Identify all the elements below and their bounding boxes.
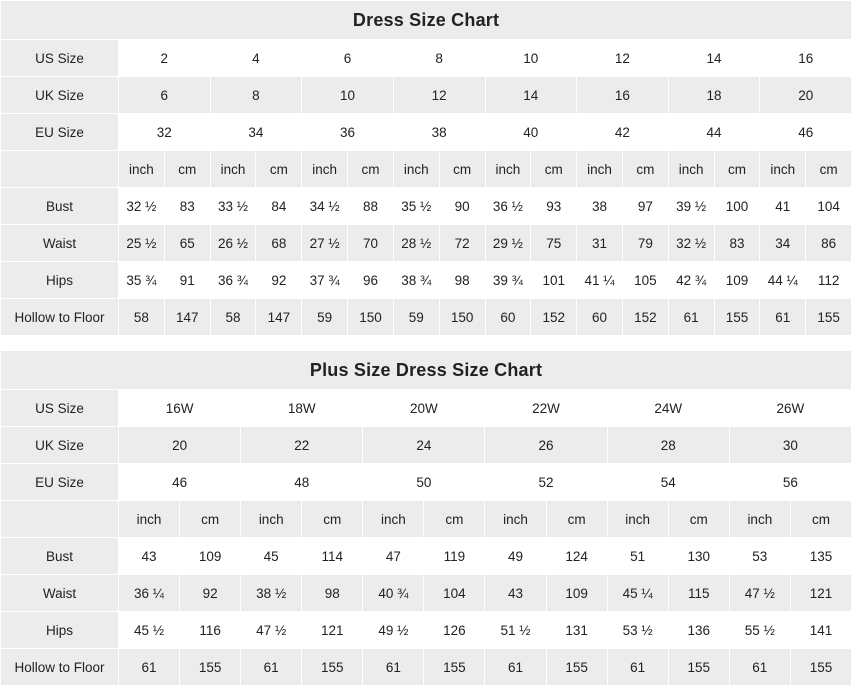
table-cell: 24: [363, 427, 485, 464]
table-cell: 48: [241, 464, 363, 501]
unit-cell: cm: [348, 151, 394, 188]
table-cell: 61: [363, 649, 424, 686]
table-cell: 38: [393, 114, 485, 151]
table-cell: 42 ¾: [668, 262, 714, 299]
table-cell: 14: [668, 40, 760, 77]
table-cell: 58: [210, 299, 256, 336]
table-cell: 36 ½: [485, 188, 531, 225]
table-cell: 109: [546, 575, 607, 612]
table-cell: 18W: [241, 390, 363, 427]
table-row: [1, 575, 851, 612]
unit-cell: cm: [256, 151, 302, 188]
table-cell: 70: [348, 225, 394, 262]
table-cell: 30: [729, 427, 851, 464]
table-cell: 61: [729, 649, 790, 686]
table-cell: 40: [485, 114, 577, 151]
table-cell: 37 ¾: [302, 262, 348, 299]
unit-cell: inch: [393, 151, 439, 188]
unit-cell: cm: [164, 151, 210, 188]
table-cell: 155: [546, 649, 607, 686]
table-cell: 43: [485, 575, 546, 612]
table-row: [1, 188, 851, 225]
table-cell: 18: [668, 77, 760, 114]
size-chart-table-0: [0, 0, 851, 336]
table-row: [1, 299, 851, 336]
table-cell: 42: [577, 114, 669, 151]
table-cell: 83: [714, 225, 760, 262]
unit-cell: inch: [210, 151, 256, 188]
unit-cell: inch: [760, 151, 806, 188]
row-label: US Size: [1, 390, 119, 427]
table-cell: 32 ½: [668, 225, 714, 262]
table-cell: 41: [760, 188, 806, 225]
table-cell: 54: [607, 464, 729, 501]
table-cell: 65: [164, 225, 210, 262]
table-cell: 93: [531, 188, 577, 225]
table-cell: 61: [607, 649, 668, 686]
table-cell: 61: [760, 299, 806, 336]
table-cell: 88: [348, 188, 394, 225]
table-cell: 155: [790, 649, 851, 686]
table-cell: 155: [714, 299, 760, 336]
table-row: [1, 40, 851, 77]
table-cell: 51: [607, 538, 668, 575]
table-cell: 45 ¼: [607, 575, 668, 612]
table-cell: 27 ½: [302, 225, 348, 262]
table-cell: 101: [531, 262, 577, 299]
table-cell: 47 ½: [729, 575, 790, 612]
table-cell: 124: [546, 538, 607, 575]
chart-title-row: [1, 1, 851, 40]
table-cell: 147: [164, 299, 210, 336]
table-cell: 2: [119, 40, 211, 77]
table-cell: 61: [485, 649, 546, 686]
table-cell: 12: [577, 40, 669, 77]
table-cell: 92: [256, 262, 302, 299]
row-label: EU Size: [1, 114, 119, 151]
table-cell: 10: [485, 40, 577, 77]
table-cell: 90: [439, 188, 485, 225]
table-cell: 36 ¾: [210, 262, 256, 299]
table-cell: 38 ¾: [393, 262, 439, 299]
table-cell: 130: [668, 538, 729, 575]
table-cell: 61: [668, 299, 714, 336]
table-cell: 20W: [363, 390, 485, 427]
table-cell: 31: [577, 225, 623, 262]
row-label: Hollow to Floor: [1, 299, 119, 336]
table-row: [1, 77, 851, 114]
table-cell: 32: [119, 114, 211, 151]
table-cell: 155: [424, 649, 485, 686]
row-label: EU Size: [1, 464, 119, 501]
table-cell: 152: [531, 299, 577, 336]
unit-cell: cm: [546, 501, 607, 538]
table-cell: 25 ½: [119, 225, 165, 262]
row-label: UK Size: [1, 77, 119, 114]
table-cell: 36: [302, 114, 394, 151]
table-cell: 49: [485, 538, 546, 575]
table-cell: 24W: [607, 390, 729, 427]
table-cell: 58: [119, 299, 165, 336]
table-cell: 150: [439, 299, 485, 336]
table-cell: 98: [302, 575, 363, 612]
table-cell: 131: [546, 612, 607, 649]
row-label: Bust: [1, 188, 119, 225]
table-cell: 46: [119, 464, 241, 501]
table-cell: 141: [790, 612, 851, 649]
table-cell: 60: [577, 299, 623, 336]
table-cell: 8: [210, 77, 302, 114]
table-cell: 55 ½: [729, 612, 790, 649]
unit-cell: cm: [668, 501, 729, 538]
table-cell: 121: [302, 612, 363, 649]
unit-cell: cm: [302, 501, 363, 538]
unit-cell: inch: [485, 501, 546, 538]
unit-cell: inch: [607, 501, 668, 538]
table-cell: 26 ½: [210, 225, 256, 262]
row-label: US Size: [1, 40, 119, 77]
unit-cell: inch: [668, 151, 714, 188]
unit-cell: inch: [729, 501, 790, 538]
row-label: Waist: [1, 575, 119, 612]
table-cell: 92: [180, 575, 241, 612]
table-row: [1, 464, 851, 501]
unit-cell: inch: [363, 501, 424, 538]
table-cell: 105: [622, 262, 668, 299]
table-cell: 100: [714, 188, 760, 225]
table-cell: 72: [439, 225, 485, 262]
table-row: [1, 225, 851, 262]
unit-row-blank: [1, 501, 119, 538]
table-cell: 121: [790, 575, 851, 612]
table-cell: 6: [302, 40, 394, 77]
table-cell: 60: [485, 299, 531, 336]
table-cell: 136: [668, 612, 729, 649]
table-cell: 59: [302, 299, 348, 336]
unit-row-blank: [1, 151, 119, 188]
table-cell: 20: [760, 77, 851, 114]
table-cell: 26: [485, 427, 607, 464]
table-cell: 16: [760, 40, 851, 77]
table-cell: 49 ½: [363, 612, 424, 649]
table-cell: 152: [622, 299, 668, 336]
unit-row: [1, 151, 851, 188]
table-row: [1, 262, 851, 299]
row-label: Waist: [1, 225, 119, 262]
table-row: [1, 538, 851, 575]
table-cell: 22: [241, 427, 363, 464]
table-cell: 135: [790, 538, 851, 575]
table-cell: 147: [256, 299, 302, 336]
table-cell: 104: [806, 188, 851, 225]
row-label: Hips: [1, 262, 119, 299]
table-cell: 52: [485, 464, 607, 501]
table-cell: 114: [302, 538, 363, 575]
table-row: [1, 114, 851, 151]
table-cell: 155: [806, 299, 851, 336]
table-cell: 109: [714, 262, 760, 299]
row-label: Hips: [1, 612, 119, 649]
table-cell: 22W: [485, 390, 607, 427]
table-cell: 35 ¾: [119, 262, 165, 299]
table-cell: 28: [607, 427, 729, 464]
row-label: Hollow to Floor: [1, 649, 119, 686]
unit-cell: cm: [790, 501, 851, 538]
page-title: Dress Size Chart: [1, 1, 851, 40]
table-cell: 8: [393, 40, 485, 77]
table-cell: 97: [622, 188, 668, 225]
page-title: Plus Size Dress Size Chart: [1, 351, 851, 390]
table-cell: 10: [302, 77, 394, 114]
table-cell: 115: [668, 575, 729, 612]
table-cell: 75: [531, 225, 577, 262]
table-cell: 59: [393, 299, 439, 336]
table-cell: 39 ½: [668, 188, 714, 225]
table-cell: 61: [119, 649, 180, 686]
unit-cell: inch: [485, 151, 531, 188]
table-cell: 109: [180, 538, 241, 575]
table-cell: 16W: [119, 390, 241, 427]
unit-cell: cm: [424, 501, 485, 538]
table-cell: 16: [577, 77, 669, 114]
table-row: [1, 612, 851, 649]
table-row: [1, 649, 851, 686]
unit-cell: inch: [119, 151, 165, 188]
table-cell: 50: [363, 464, 485, 501]
table-cell: 6: [119, 77, 211, 114]
table-cell: 40 ¾: [363, 575, 424, 612]
table-cell: 46: [760, 114, 851, 151]
table-cell: 51 ½: [485, 612, 546, 649]
chart-title-row: [1, 351, 851, 390]
unit-cell: inch: [577, 151, 623, 188]
table-cell: 155: [668, 649, 729, 686]
table-cell: 38 ½: [241, 575, 302, 612]
unit-cell: cm: [180, 501, 241, 538]
table-cell: 47 ½: [241, 612, 302, 649]
table-cell: 155: [302, 649, 363, 686]
table-cell: 61: [241, 649, 302, 686]
table-cell: 39 ¾: [485, 262, 531, 299]
unit-cell: cm: [439, 151, 485, 188]
table-cell: 45: [241, 538, 302, 575]
table-row: [1, 390, 851, 427]
table-row: [1, 427, 851, 464]
table-cell: 44: [668, 114, 760, 151]
table-cell: 47: [363, 538, 424, 575]
size-chart-block-1: [0, 350, 851, 686]
unit-cell: cm: [531, 151, 577, 188]
table-cell: 34: [760, 225, 806, 262]
table-cell: 36 ¼: [119, 575, 180, 612]
table-cell: 34 ½: [302, 188, 348, 225]
table-cell: 29 ½: [485, 225, 531, 262]
table-cell: 116: [180, 612, 241, 649]
unit-row: [1, 501, 851, 538]
table-cell: 43: [119, 538, 180, 575]
chart-gap: [0, 336, 851, 350]
table-cell: 12: [393, 77, 485, 114]
table-cell: 26W: [729, 390, 851, 427]
table-cell: 56: [729, 464, 851, 501]
table-cell: 79: [622, 225, 668, 262]
table-cell: 32 ½: [119, 188, 165, 225]
table-cell: 53: [729, 538, 790, 575]
table-cell: 45 ½: [119, 612, 180, 649]
unit-cell: cm: [622, 151, 668, 188]
unit-cell: inch: [241, 501, 302, 538]
table-cell: 38: [577, 188, 623, 225]
table-cell: 98: [439, 262, 485, 299]
table-cell: 104: [424, 575, 485, 612]
table-cell: 150: [348, 299, 394, 336]
table-cell: 53 ½: [607, 612, 668, 649]
table-cell: 126: [424, 612, 485, 649]
table-cell: 35 ½: [393, 188, 439, 225]
table-cell: 41 ¼: [577, 262, 623, 299]
unit-cell: cm: [714, 151, 760, 188]
row-label: Bust: [1, 538, 119, 575]
table-cell: 44 ¼: [760, 262, 806, 299]
size-chart-block-0: [0, 0, 851, 336]
table-cell: 86: [806, 225, 851, 262]
table-cell: 33 ½: [210, 188, 256, 225]
unit-cell: cm: [806, 151, 851, 188]
row-label: UK Size: [1, 427, 119, 464]
table-cell: 68: [256, 225, 302, 262]
table-cell: 4: [210, 40, 302, 77]
table-cell: 83: [164, 188, 210, 225]
table-cell: 119: [424, 538, 485, 575]
unit-cell: inch: [302, 151, 348, 188]
table-cell: 14: [485, 77, 577, 114]
table-cell: 28 ½: [393, 225, 439, 262]
table-cell: 20: [119, 427, 241, 464]
table-cell: 155: [180, 649, 241, 686]
table-cell: 91: [164, 262, 210, 299]
table-cell: 112: [806, 262, 851, 299]
table-cell: 34: [210, 114, 302, 151]
table-cell: 84: [256, 188, 302, 225]
size-chart-table-1: [0, 350, 851, 686]
unit-cell: inch: [119, 501, 180, 538]
table-cell: 96: [348, 262, 394, 299]
